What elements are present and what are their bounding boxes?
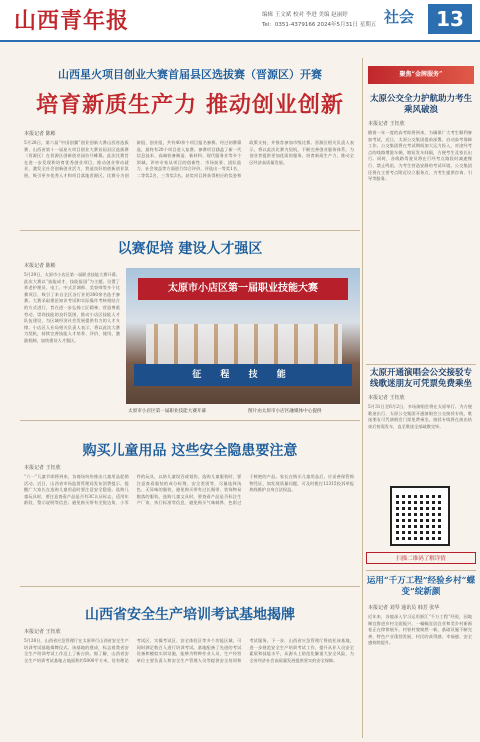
lead-headline: 培育新质生产力 推动创业创新: [36, 92, 344, 118]
divider: [366, 364, 476, 365]
article3-body: “六一”儿童节即将到来，各商场纷纷推出儿童用品促销活动。近日，山西省市场监督管理局发布消费提示，提醒广大家长在选购儿童用品时要注意安全隐患。选购儿童玩具时，要注意查看产品是否有3C认证标志，适用年龄段、警示说明等信息；避免购买带有尖锐边角、小零件的玩具，以防儿童误吞或划伤。选购儿童服装时，要注意查看服装的成分标签、安全类别等，尽量选择浅色、无异味的服装，避免购买带有过长绳带、装饰物易脱落的服装。选购儿童文具时，要查看产品是否标注生产厂家、执行标准等信息，避免购买气味刺鼻、色彩过于鲜艳的产品。家长在购买儿童用品后，应妥善保管购物凭证，如发现质量问题，可及时拨打12315投诉举报热线维护自身合法权益。: [24, 474, 354, 506]
sidebar-body-1: 随着一年一度的高考即将到来，为确保广大考生顺利参加考试，近日，太原公交集团提前部署，启动高考保障工作。公交集团将在考试期间加大运力投入，对途经考点的线路增派车辆，缩短发车间隔，方便考生及家长出行。同时，各线路驾驶员将在行经考点路段时减速慢行、禁止鸣笛，为考生营造安静的考试环境。公交集团还将在主要考点附近设立服务点，为考生提供咨询、引导等服务。: [368, 130, 472, 182]
sidebar-byline-3: 本报记者 刘琴 通讯员 韩芳 张华: [368, 605, 440, 611]
lead-kicker: 山西星火项目创业大赛首届县区选拔赛（晋源区）开赛: [58, 68, 322, 81]
divider: [20, 230, 360, 231]
article4-byline: 本报记者 王钰欣: [24, 629, 61, 635]
sidebar: [360, 58, 480, 742]
divider: [366, 570, 476, 571]
sidebar-headline-1: 太原公交全力护航助力考生乘风破浪: [369, 94, 472, 115]
masthead: [0, 0, 480, 42]
article2-body: 5月29日，太原市小店区第一届职业技能大赛开幕。此次大赛以“技能成才、技能报国”为主题，设置了养老护理员、电工、中式烹调师、美容师等多个比赛项目，吸引了来自全区各行业的300余名选手参赛。大赛采取理论知识考试和实际操作考核相结合的方式进行，旨在进一步弘扬工匠精神，营造尊重劳动、崇尚技能的良好氛围，推动小店区技能人才队伍建设，为区域经济社会发展提供有力的人才支撑。小店区人社局相关负责人表示，将以此次大赛为契机，持续完善技能人才培养、评价、使用、激励机制，加快建设人才强区。: [24, 272, 120, 343]
event-photo: [126, 268, 360, 404]
lead-byline: 本报记者 陈彬: [24, 131, 56, 137]
masthead-editors: 编辑 王文斌 校对 李进 美编 赵丽婷: [262, 12, 348, 18]
sidebar-byline-2: 本报记者 王钰欣: [368, 395, 405, 401]
photo-sign: 征 程 技 能: [134, 364, 352, 386]
article3-byline: 本报记者 王钰欣: [24, 465, 61, 471]
lead-body: 5月28日，第六届“中国创翼”创业创新大赛山西省选拔赛、山西省第十一届星火项目创业大赛首届县区选拔赛（晋源区）在晋源区创新创业园拉开帷幕。此次比赛旨在进一步发现和培育优秀创业项目，推动创业带动就业，激发全社会创新创业活力，营造良好的创新创业氛围，吸引更多优秀人才和项目落地晋源区。比赛分为创新组、创业组，共有40余个项目报名参赛。经过初赛筛选，最终有20个项目进入复赛。参赛项目涵盖了新一代信息技术、高端装备制造、新材料、现代服务业等多个领域。评审专家从项目的创新性、市场前景、团队能力、社会效益等方面进行综合评价，评选出一等奖1名、二等奖2名、三等奖3名。获奖项目将获得相应的奖金和政策支持，并推荐参加市级比赛。晋源区相关负责人表示，将以此次比赛为契机，不断完善创业服务体系，为创业者提供更加优质的服务，培育新质生产力，推动全区经济高质量发展。: [24, 140, 354, 178]
qr-pattern: [396, 492, 444, 540]
sidebar-body-2: 5月31日至6月2日，多场演唱会将在太原举行。为方便歌迷出行，太原公交集团开通演唱会公交接驳专线，歌迷朋友可凭演唱会门票免费乘坐。接驳专线将在演出结束后按需发车，直至歌迷全部疏散完毕。: [368, 404, 472, 429]
qr-code-icon: [390, 486, 450, 546]
article3-headline: 购买儿童用品 这些安全隐患要注意: [82, 443, 298, 459]
article2-headline: 以赛促培 建设人才强区: [117, 241, 263, 257]
sidebar-byline-1: 本报记者 王钰欣: [368, 121, 405, 127]
article4-headline: 山西省安全生产培训考试基地揭牌: [85, 607, 295, 623]
page-number: 13: [428, 4, 472, 34]
article2-byline: 本报记者 陈彬: [24, 263, 56, 269]
sidebar-headline-3: 运用“千万工程”经验乡村“蝶变”绽新颜: [366, 576, 476, 597]
photo-people: [146, 324, 342, 364]
masthead-date: Tel：0351-4379166 2024年5月31日 星期五: [262, 22, 377, 28]
sidebar-banner: 聚焦“金牌服务”: [368, 66, 474, 84]
photo-banner: 太原市小店区第一届职业技能大赛: [138, 278, 348, 300]
section-title: 社会: [384, 8, 415, 26]
divider: [20, 420, 360, 421]
sidebar-headline-2: 太原开通演唱会公交接驳专线歌迷朋友可凭票免费乘坐: [369, 368, 472, 389]
article4-body: 5月28日，山西省应急管理厅在太原举行山西省安全生产培训考试基地揭牌仪式。该基地的建成，标志着我省安全生产培训考试工作迈上了新台阶。据了解，山西省安全生产培训考试基地占地面积约5000平方米，设有理论考试区、实操考试区、安全体验区等多个功能区域，可同时满足数百人进行培训考试。基地配备了先进的考试设备和模拟实训设施，能够为特种作业人员、生产经营单位主要负责人和安全生产管理人员等提供安全培训和考试服务。下一步，山西省应急管理厅将依托该基地，进一步规范安全生产培训考试工作，提升从业人员安全素质和技能水平，从源头上防范化解重大安全风险，为全省经济社会高质量发展提供坚实的安全保障。: [24, 638, 354, 663]
photo-caption-right: 图片由太原市小店区融媒体中心提供: [248, 409, 322, 414]
photo-caption-left: 太原市小店区第一届职业技能大赛开幕: [128, 409, 207, 414]
newspaper-logo: 山西青年报: [14, 8, 130, 34]
qr-caption: 扫描二维码了解详情: [366, 552, 476, 564]
divider: [20, 586, 360, 587]
sidebar-body-3: 近年来，各地深入学习运用浙江“千万工程”经验，因地制宜推进乡村全面振兴，一幅幅宜居宜业和美乡村新画卷正在徐徐展开。村容村貌焕然一新，基础设施不断完善，特色产业蓬勃发展，村民的获得感、幸福感、安全感持续提升。: [368, 614, 472, 646]
